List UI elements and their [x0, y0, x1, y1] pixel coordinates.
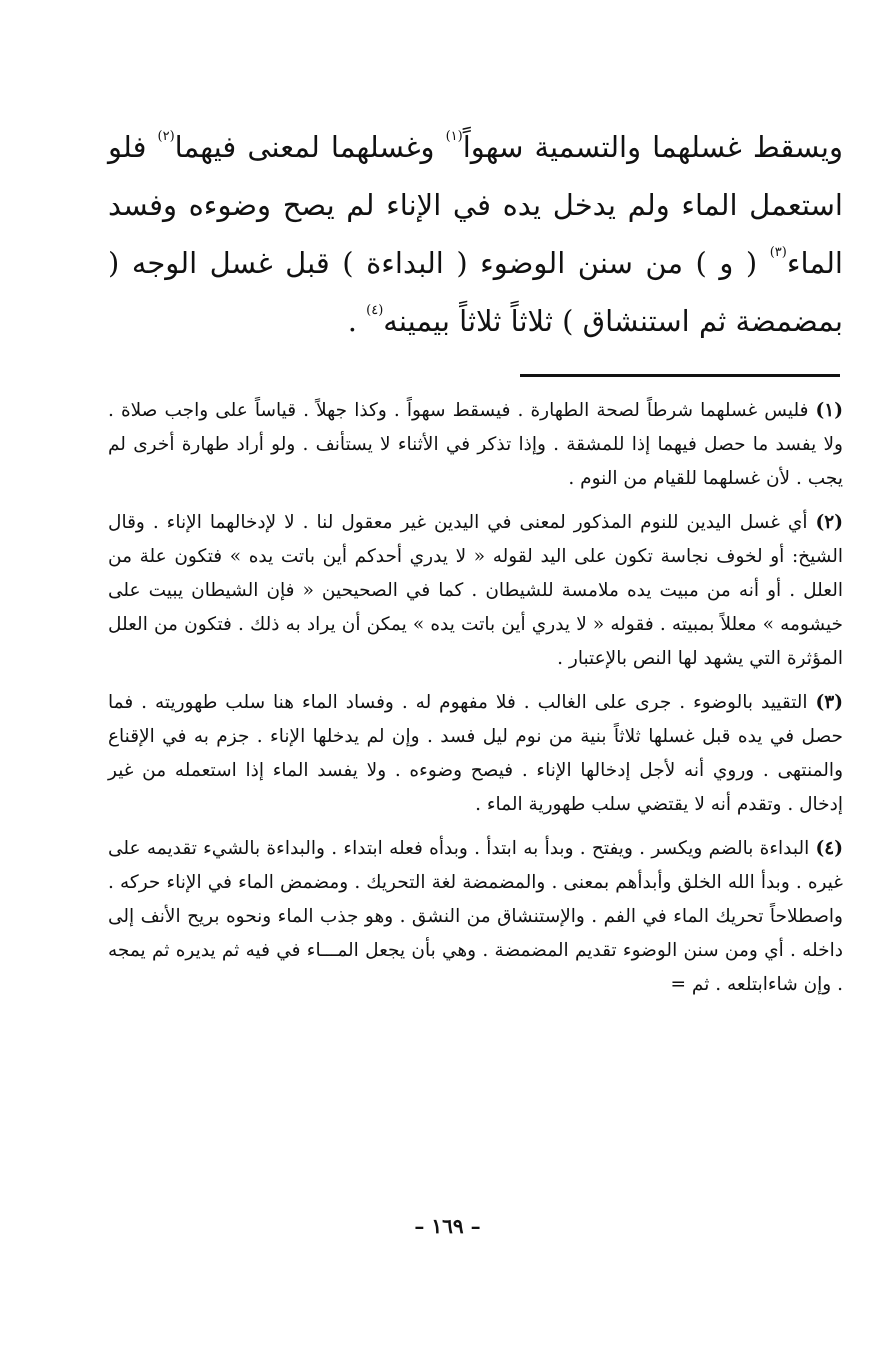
footnote-ref-4: (٤) — [366, 303, 384, 319]
footnote-1 — [108, 394, 843, 496]
main-text-part-3: فلو استعمل الماء ولم يدخل يده في الإناء لم يصح وضوءه وفسد الماء — [108, 130, 843, 280]
footnote-text: فليس غسلهما شرطاً لصحة الطهارة . فيسقط سهواً . وكذا جهلاً . قياساً على واجب صلاة . ولا يفسد ما حصل فيهما إذا للمشقة . وإذا تذكر في الأثناء لا يستأنف . ولو أراد طهارة أخرى لم يجب . لأن غسلهما للقيام من النوم . — [108, 400, 843, 489]
footnote-text: أي غسل اليدين للنوم المذكور لمعنى في اليدين غير معقول لنا . لا لإدخالهما الإناء . وقال الشيخ: أو لخوف نجاسة تكون على اليد لقوله « لا يدري أحدكم أين باتت يده » فتكون علة من العلل . أو أنه من مبيت يده ملامسة للشيطان . كما في الصحيحين « فإن الشيطان يبيت على خيشومه » معللاً بمبيته . فقوله « لا يدري أين باتت يده » يمكن أن يراد به ذلك . فتكون من العلل المؤثرة التي يشهد لها النص بالإعتبار . — [108, 512, 843, 669]
main-paragraph — [108, 118, 843, 350]
footnote-number: (٣) — [815, 692, 843, 713]
footnote-number: (٢) — [815, 512, 843, 533]
footnote-4 — [108, 832, 843, 1002]
main-text-part-5: . — [347, 304, 367, 338]
main-text-part-1: ويسقط غسلهما والتسمية سهواً — [462, 130, 843, 164]
footnote-ref-2: (٢) — [157, 129, 175, 145]
main-text-part-4: ( و ) من سنن الوضوء ( البداءة ) قبل غسل الوجه ( بمضمضة ثم استنشاق ) ثلاثاً ثلاثاً بيمينه — [108, 246, 843, 338]
footnote-divider — [520, 374, 840, 377]
page-number: – ١٦٩ – — [414, 1214, 481, 1238]
footnote-ref-3: (٣) — [769, 245, 787, 261]
footnote-text: البداءة بالضم ويكسر . ويفتح . وبدأ به ابتدأ . وبدأه فعله ابتداء . والبداءة بالشيء تقديمه على غيره . وبدأ الله الخلق وأبدأهم بمعنى . والمضمضة لغة التحريك . ومضمض الماء في الإناء حركه . واصطلاحاً تحريك الماء في الفم . والإستنشاق من النشق . وهو جذب الماء ونحوه بريح الأنف إلى داخله . أي ومن سنن الوضوء تقديم المضمضة . وهي بأن يجعل المـــاء في فيه ثم يديره ثم يمجه . وإن شاءابتلعه . ثم = — [108, 838, 843, 995]
footnote-number: (٤) — [815, 838, 843, 859]
footnote-ref-1: (١) — [445, 129, 463, 145]
footnote-3 — [108, 686, 843, 822]
footnote-number: (١) — [815, 400, 843, 421]
main-text-block — [108, 118, 843, 350]
footnote-text: التقييد بالوضوء . جرى على الغالب . فلا مفهوم له . وفساد الماء هنا سلب طهوريته . فما حصل في يده قبل غسلها ثلاثاً بنية من نوم ليل فسد . وإن لم يدخلها الإناء . جزم به في الإقناع والمنتهى . وروي أنه لأجل إدخالها الإناء . فيصح وضوءه . ولا يفسد الماء إذا استعمله من غير إدخال . وتقدم أنه لا يقتضي سلب طهورية الماء . — [108, 692, 843, 815]
footnote-2 — [108, 506, 843, 676]
main-text-part-2: وغسلهما لمعنى فيهما — [174, 130, 446, 164]
footnotes-section — [108, 394, 843, 1002]
